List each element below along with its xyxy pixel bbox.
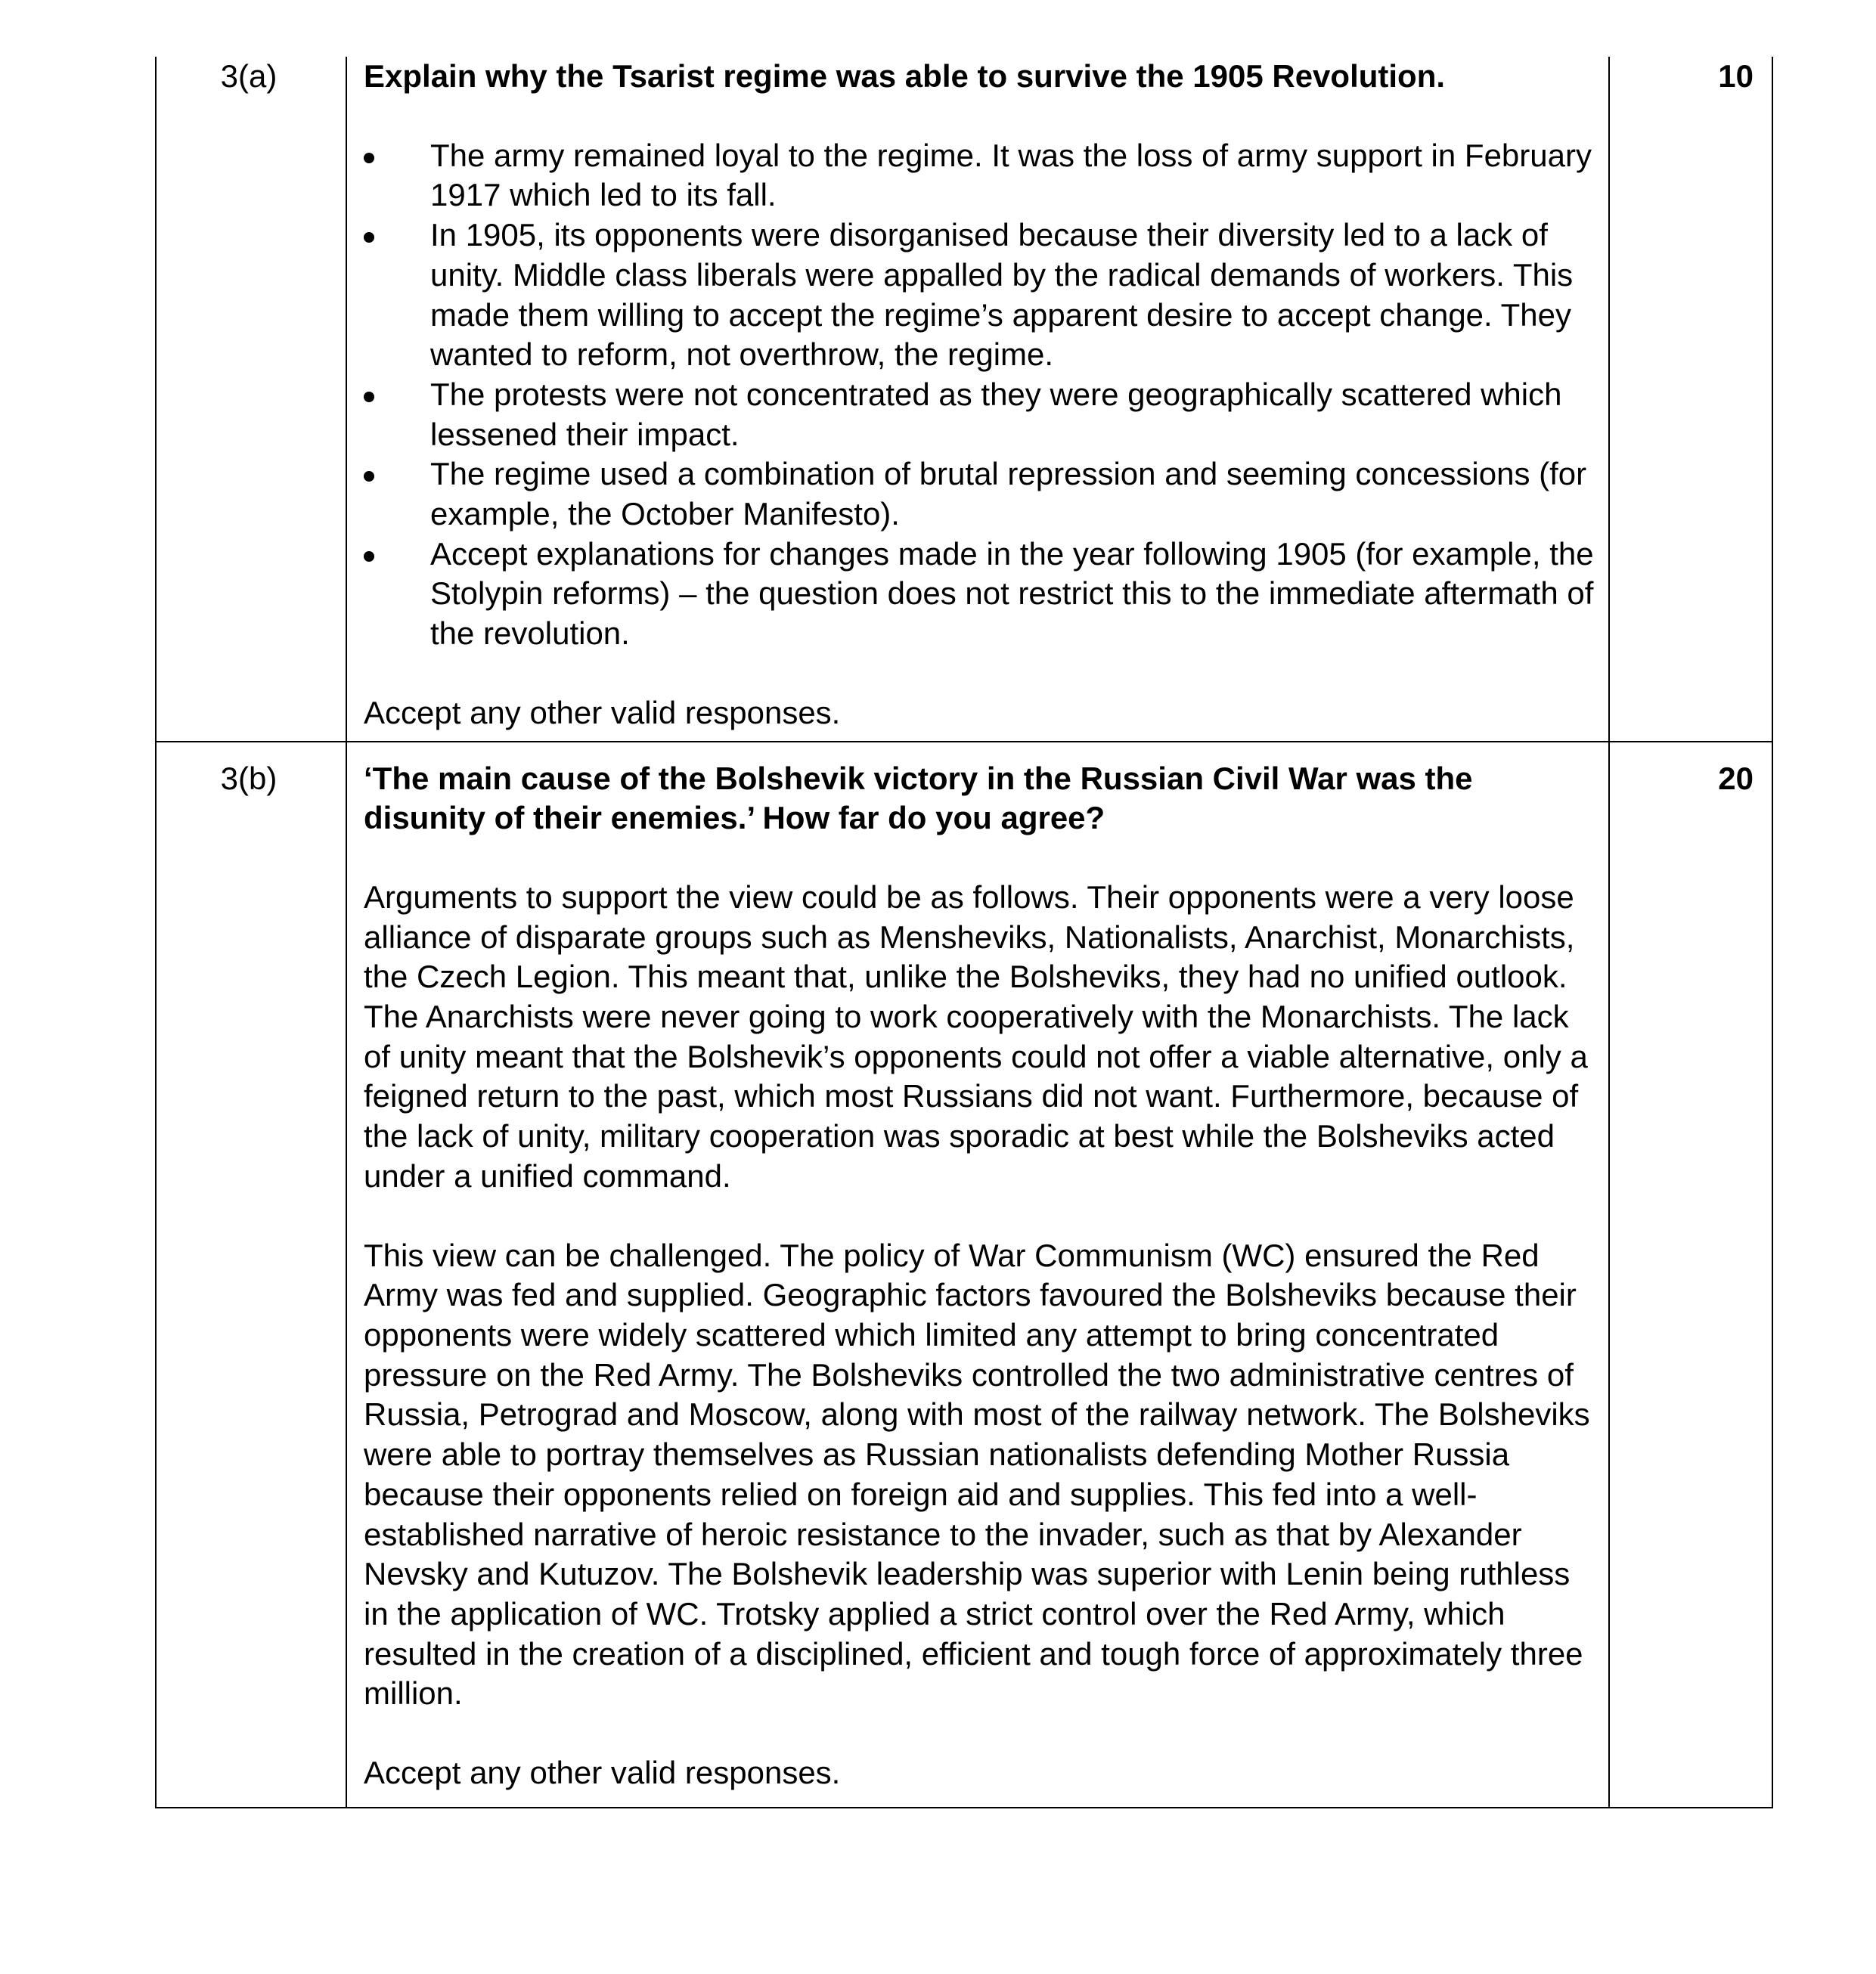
question-row-3b	[156, 742, 1772, 1808]
question-number-cell	[156, 742, 346, 1808]
closing-note: Accept any other valid responses.	[364, 1755, 841, 1791]
answer-point	[364, 535, 1595, 654]
question-text: Explain why the Tsarist regime was able to survive the 1905 Revolution.	[364, 58, 1446, 94]
bullet-icon	[364, 392, 374, 402]
question-content-cell	[346, 57, 1609, 742]
answer-point-text: Accept explanations for changes made in the year following 1905 (for example, the Stolypin reforms) – the question does not restrict this to the immediate aftermath of the revolution.	[430, 535, 1594, 652]
bullet-icon	[364, 232, 374, 243]
bullet-icon	[364, 551, 374, 562]
question-number: 3(b)	[220, 760, 278, 796]
marks-cell	[1609, 742, 1772, 1808]
answer-point-text: The protests were not concentrated as they were geographically scattered which lessened their impact.	[430, 376, 1562, 452]
answer-point	[364, 375, 1595, 454]
answer-paragraph-support: Arguments to support the view could be as follows. Their opponents were a very loose alliance of disparate groups such as Mensheviks, Nationalists, Anarchist, Monarchists, the Czech Legion. This meant that, unlike the Bolsheviks, they had no unified outlook. The Anarchists were never going to work cooperatively with the Monarchists. The lack of unity meant that the Bolshevik’s opponents could not offer a viable alternative, only a feigned return to the past, which most Russians did not want. Furthermore, because of the lack of unity, military cooperation was sporadic at best while the Bolsheviks acted under a unified command.	[364, 879, 1588, 1194]
marks-value: 20	[1718, 760, 1754, 796]
answer-point-text: The army remained loyal to the regime. It was the loss of army support in February 1917 which led to its fall.	[430, 137, 1592, 213]
bullet-icon	[364, 471, 374, 482]
closing-note: Accept any other valid responses.	[364, 694, 841, 730]
mark-scheme-table	[155, 57, 1773, 1808]
question-number: 3(a)	[220, 58, 278, 94]
question-content-cell	[346, 742, 1609, 1808]
answer-point-text: In 1905, its opponents were disorganised because their diversity led to a lack of unity. Middle class liberals were appalled by the radical demands of workers. This made them willing to accept the regime’s apparent desire to accept change. They wanted to reform, not overthrow, the regime.	[430, 217, 1574, 373]
marks-value: 10	[1718, 58, 1754, 94]
bullet-icon	[364, 153, 374, 163]
question-text: ‘The main cause of the Bolshevik victory in the Russian Civil War was the disunity of their enemies.’ How far do you agree?	[364, 760, 1473, 836]
answer-points-list	[364, 136, 1595, 654]
answer-point	[364, 136, 1595, 215]
question-row-3a	[156, 57, 1772, 742]
answer-point	[364, 215, 1595, 375]
marks-cell	[1609, 57, 1772, 742]
answer-point-text: The regime used a combination of brutal repression and seeming concessions (for example, the October Manifesto).	[430, 456, 1587, 532]
question-number-cell	[156, 57, 346, 742]
answer-point	[364, 454, 1595, 534]
answer-paragraph-challenge: This view can be challenged. The policy of War Communism (WC) ensured the Red Army was fed and supplied. Geographic factors favoured the Bolsheviks because their opponents were widely scattered which limited any attempt to bring concentrated pressure on the Red Army. The Bolsheviks controlled the two administrative centres of Russia, Petrograd and Moscow, along with most of the railway network. The Bolsheviks were able to portray themselves as Russian nationalists defending Mother Russia because their opponents relied on foreign aid and supplies. This fed into a well-established narrative of heroic resistance to the invader, such as that by Alexander Nevsky and Kutuzov. The Bolshevik leadership was superior with Lenin being ruthless in the application of WC. Trotsky applied a strict control over the Red Army, which resulted in the creation of a disciplined, efficient and tough force of approximately three million.	[364, 1237, 1590, 1712]
